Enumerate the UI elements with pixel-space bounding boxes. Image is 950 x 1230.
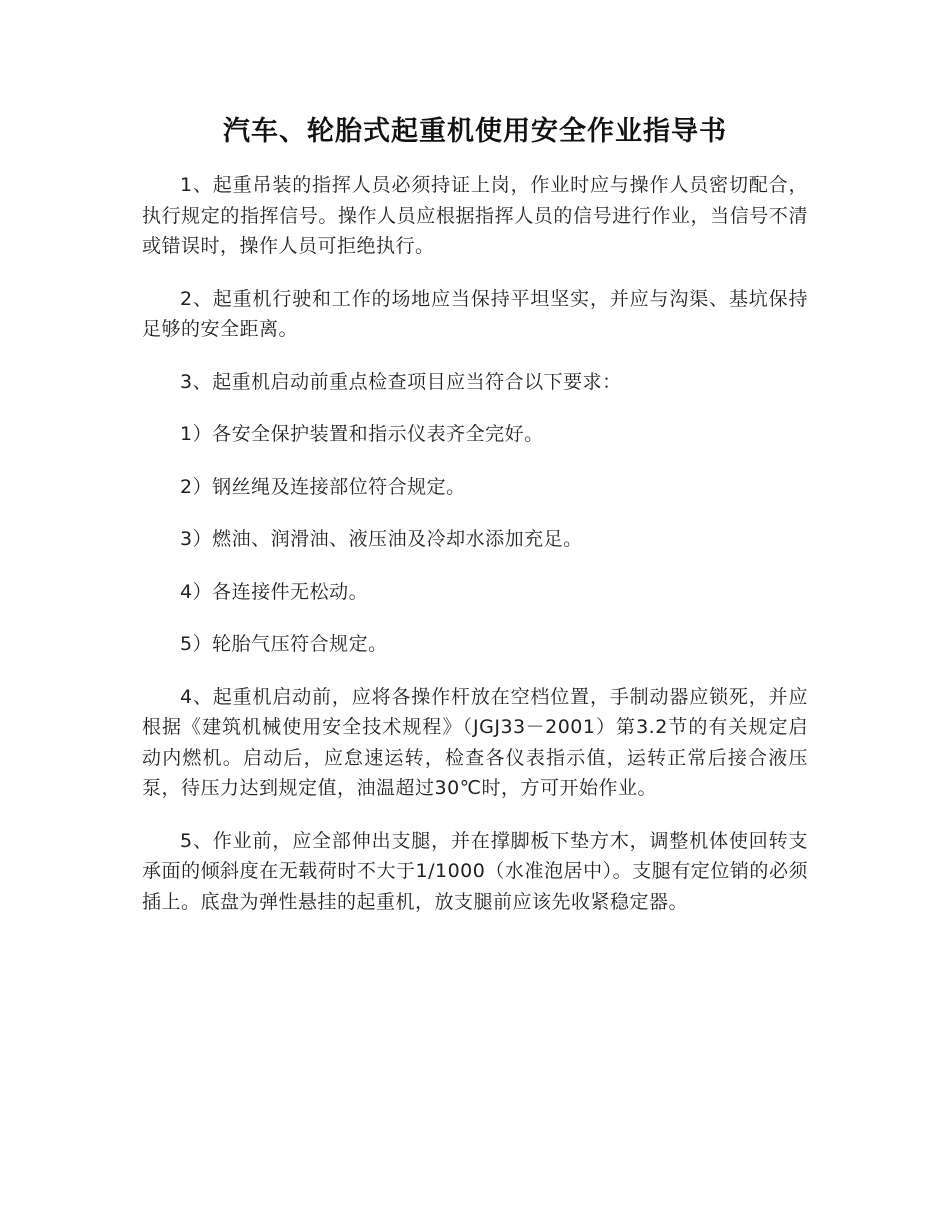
- document-title: 汽车、轮胎式起重机使用安全作业指导书: [223, 116, 727, 147]
- list-item-2: 2）钢丝绳及连接部位符合规定。: [180, 475, 466, 498]
- list-item-3: 3）燃油、润滑油、液压油及冷却水添加充足。: [180, 528, 583, 550]
- paragraph-4: 4、起重机启动前，应将各操作杆放在空档位置，手制动器应锁死，并应根据《建筑机械使用安全技术规程》（JGJ33－2001）第3.2节的有关规定启动内燃机。启动后，应怠速运转，检查各仪表指示值，运转正常后接合液压泵，待压力达到规定值，油温超过30℃时，方可开始作业。: [142, 685, 808, 799]
- document-page: [142, 112, 808, 939]
- paragraph-2: 2、起重机行驶和工作的场地应当保持平坦坚实，并应与沟渠、基坑保持足够的安全距离。: [142, 287, 808, 340]
- paragraph-3: 3、起重机启动前重点检查项目应当符合以下要求：: [180, 370, 622, 393]
- paragraph-1: 1、起重吊装的指挥人员必须持证上岗，作业时应与操作人员密切配合，执行规定的指挥信号。操作人员应根据指挥人员的信号进行作业，当信号不清或错误时，操作人员可拒绝执行。: [142, 174, 808, 257]
- paragraph-5: 5、作业前，应全部伸出支腿，并在撑脚板下垫方木，调整机体使回转支承面的倾斜度在无载荷时不大于1/1000（水准泡居中）。支腿有定位销的必须插上。底盘为弹性悬挂的起重机，放支腿前应该先收紧稳定器。: [142, 829, 808, 913]
- list-item-5: 5）轮胎气压符合规定。: [180, 633, 388, 655]
- list-item-1: 1）各安全保护装置和指示仪表齐全完好。: [180, 423, 544, 445]
- list-item-4: 4）各连接件无松动。: [180, 580, 369, 603]
